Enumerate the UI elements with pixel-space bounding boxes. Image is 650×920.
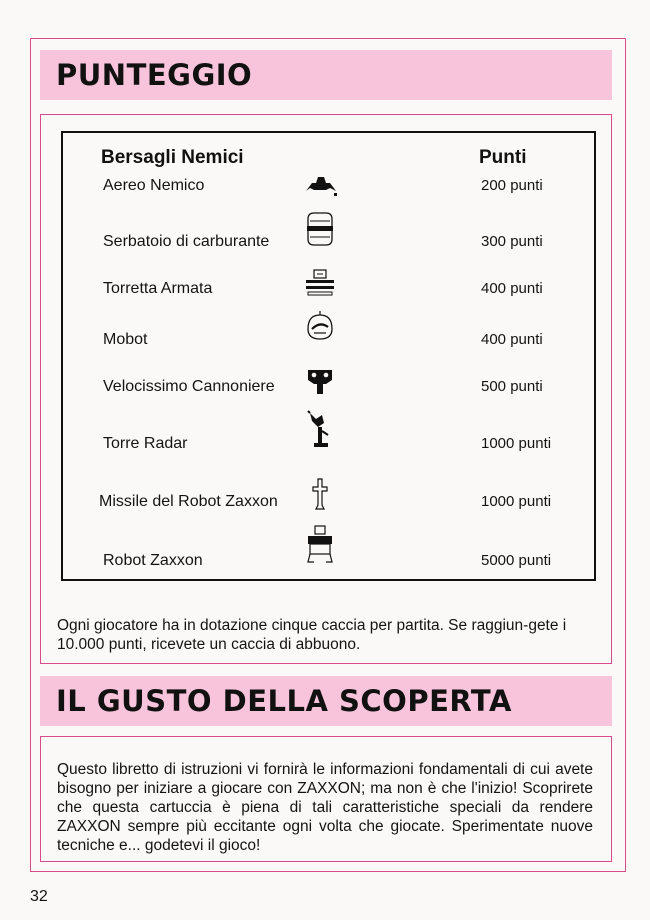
target-name: Missile del Robot Zaxxon	[99, 493, 278, 510]
target-points: 400 punti	[481, 331, 543, 348]
gunship-icon	[300, 364, 340, 400]
radar-tower-icon	[300, 409, 340, 445]
mobot-icon	[300, 309, 340, 345]
target-points: 1000 punti	[481, 493, 552, 510]
target-name: Torretta Armata	[103, 280, 213, 297]
discovery-section-title: IL GUSTO DELLA SCOPERTA	[40, 676, 612, 726]
target-points: 5000 punti	[481, 552, 552, 569]
target-name: Torre Radar	[103, 435, 188, 452]
scoring-note: Ogni giocatore ha in dotazione cinque caccia per partita. Se raggiun-gete i 10.000 punti, ricevete un caccia di abbuono.	[57, 617, 567, 653]
zaxxon-missile-icon	[300, 477, 340, 513]
gun-turret-icon	[300, 266, 340, 302]
table-row	[63, 378, 594, 408]
target-points: 300 punti	[481, 233, 543, 250]
target-points: 200 punti	[481, 177, 543, 194]
target-name: Serbatoio di carburante	[103, 233, 270, 250]
page-number: 32	[30, 888, 48, 905]
target-points: 500 punti	[481, 378, 543, 395]
fuel-tank-icon	[300, 209, 340, 245]
target-name: Mobot	[103, 331, 148, 348]
table-row	[63, 233, 594, 263]
table-row	[63, 331, 594, 361]
target-name: Velocissimo Cannoniere	[103, 378, 275, 395]
target-name: Robot Zaxxon	[103, 552, 203, 569]
target-points: 1000 punti	[481, 435, 552, 452]
table-row	[63, 552, 594, 582]
table-row	[63, 435, 594, 465]
discovery-text: Questo libretto di istruzioni vi fornirà le informazioni fondamentali di cui avete bisogno per iniziare a giocare con ZAXXON; ma non è che l'inizio! Scoprirete che questa cartuccia è piena di tali caratteristiche speciali da rendere ZAXXON sempre più eccitante ogni volta che giocate. Sperimentate nuove tecniche e... godetevi il gioco!	[57, 761, 593, 854]
scoring-section-title: PUNTEGGIO	[40, 50, 612, 100]
zaxxon-robot-icon	[300, 524, 340, 560]
target-name: Aereo Nemico	[103, 177, 205, 194]
points-column-header: Punti	[479, 147, 527, 168]
table-row	[63, 493, 594, 523]
table-row	[63, 280, 594, 310]
score-table	[61, 131, 596, 581]
target-points: 400 punti	[481, 280, 543, 297]
enemy-plane-icon	[300, 171, 340, 207]
targets-column-header: Bersagli Nemici	[101, 147, 244, 168]
table-row	[63, 177, 594, 207]
